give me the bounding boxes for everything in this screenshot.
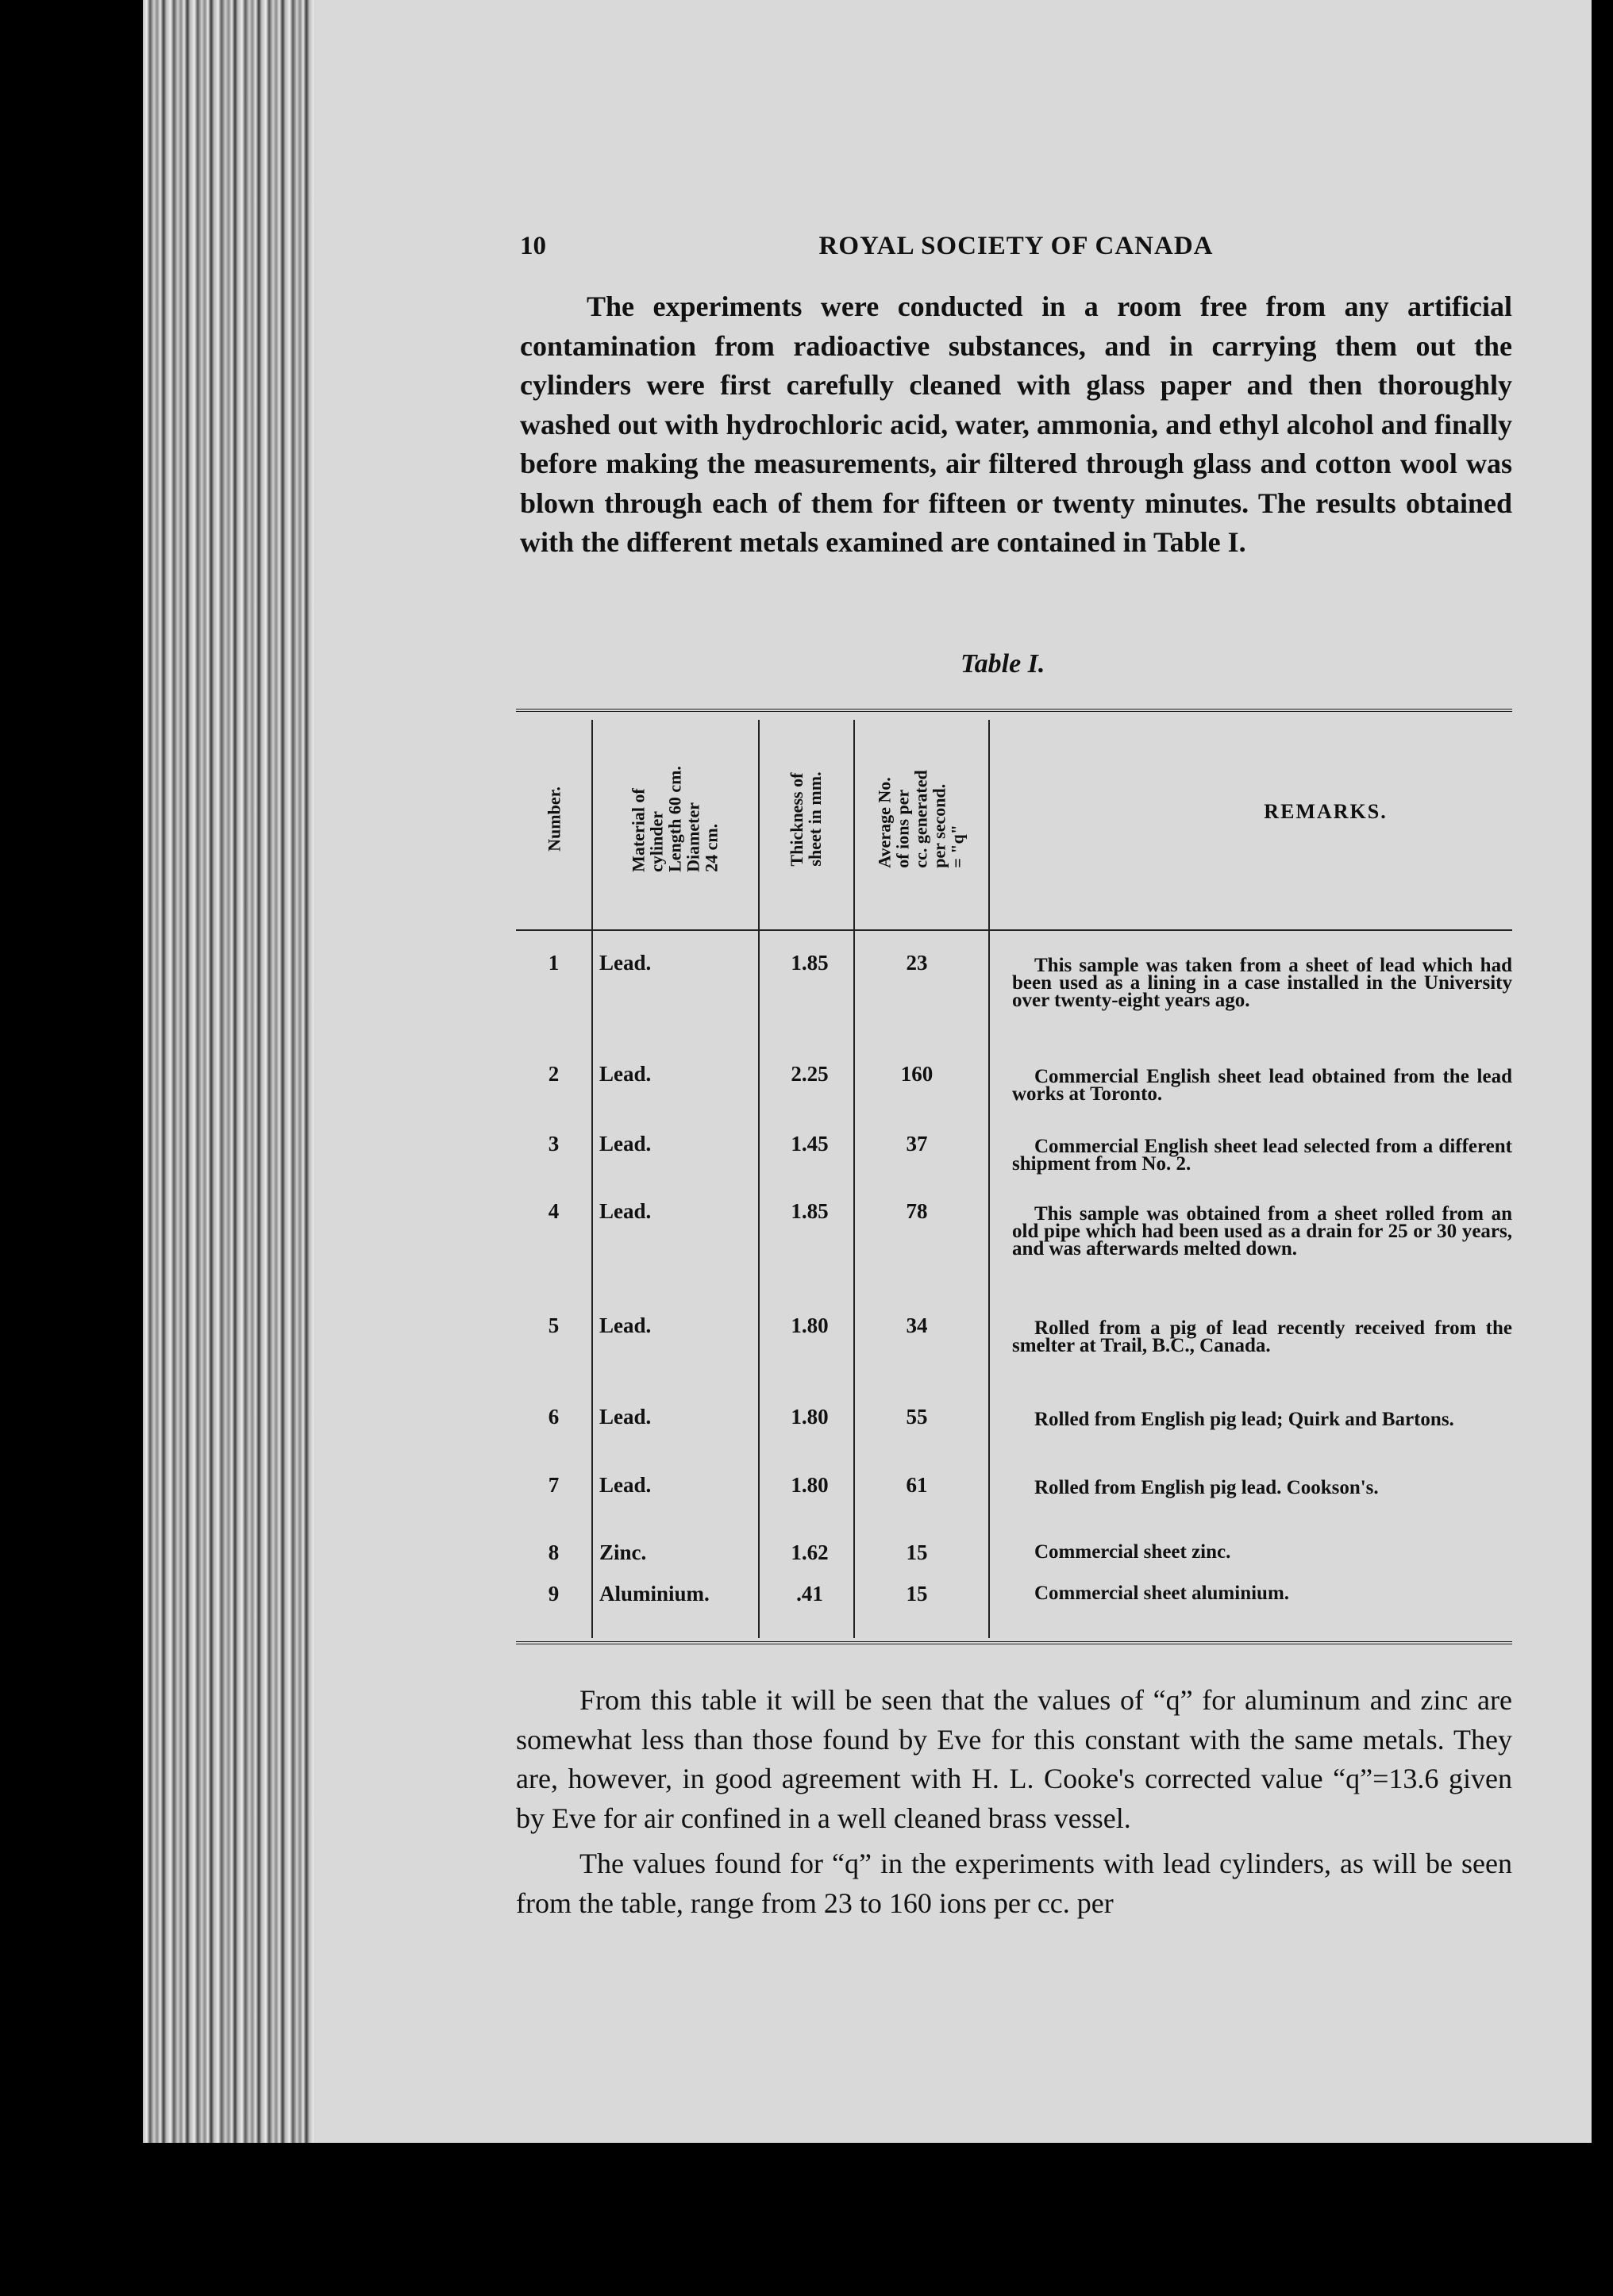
header-ions-text: Average No. of ions per cc. generated per second. = "q": [874, 770, 968, 868]
header-rule: [516, 929, 1512, 931]
table-title: Table I.: [960, 649, 1045, 679]
intro-paragraph: The experiments were conducted in a room free from any artificial contamination from radioactive substances, and in carrying them out the cylinders were first carefully cleaned with glass paper and then thoroughly washed out with hydrochloric acid, water, ammonia, and ethyl alcohol and finally before making the measurements, air filtered through glass and cotton wool was blown through each of them for fifteen or twenty minutes. The results obtained with the different metals examined are contained in Table I.: [520, 290, 1512, 558]
header-thickness-text: Thickness of sheet in mm.: [787, 771, 825, 867]
column-divider: [988, 720, 990, 1638]
book-gutter: [143, 0, 314, 2296]
journal-title: ROYAL SOCIETY OF CANADA: [818, 232, 1214, 260]
table-top-rule: [516, 709, 1512, 712]
closing-paragraph: The values found for “q” in the experiments with lead cylinders, as will be seen from the table, range from 23 to 160 ions per cc. per: [516, 1848, 1512, 1919]
closing-paragraph: From this table it will be seen that the values of “q” for aluminum and zinc are somewhat less than those found by Eve for this constant with the same metals. They are, however, in good agreement with H. L. Cooke's corrected value “q”=13.6 given by Eve for air confined in a well cleaned brass vessel.: [516, 1684, 1512, 1834]
header-thickness: [758, 720, 853, 918]
data-table: Number. Material of cylinder Length 60 cm. Diameter 24 cm. Thickness of sheet in mm. Average No. of ions per cc. generated per second. = "q" REMARKS. 1 Lead. 1.85 23 This sample was taken from a sheet of lead which had been used as a lining in a case installed in the University over twenty-eight years ago. 2 Lead. 2.25 160 Commercial English sheet lead obtained from the lead works at Toronto. 3 Lead. 1.45 37 Commercial English sheet lead selected from a different shipment from No. 2. 4 Lead. 1.85 78 This sample was obtained from a sheet rolled from an old pipe which had been used as a drain for 25 or 30 years, and was afterwards melted down. 5 Lead. 1.80 34 Rolled from a pig of lead recently received from the smelter at Trail, B.C., Canada. 6 Lead. 1.80 55 Rolled from English pig lead; Quirk and Bartons. 7 Lead. 1.80 61 Rolled from English pig lead. Cookson's. 8 Zinc. 1.62 15 Commercial sheet zinc. 9 Aluminium. .41 15 Commercial sheet aluminium.: [516, 709, 1512, 1649]
header-ions: [853, 720, 988, 918]
header-number: Number.: [544, 786, 564, 852]
header-remarks: REMARKS.: [1264, 800, 1388, 823]
header-material-text: Material of cylinder Length 60 cm. Diameter 24 cm.: [628, 766, 722, 872]
page-number: 10: [520, 232, 546, 260]
table-bottom-rule: [516, 1641, 1512, 1644]
header-material: [591, 720, 758, 918]
scan-border: [143, 2143, 1613, 2296]
closing-text: [516, 1681, 1512, 1929]
